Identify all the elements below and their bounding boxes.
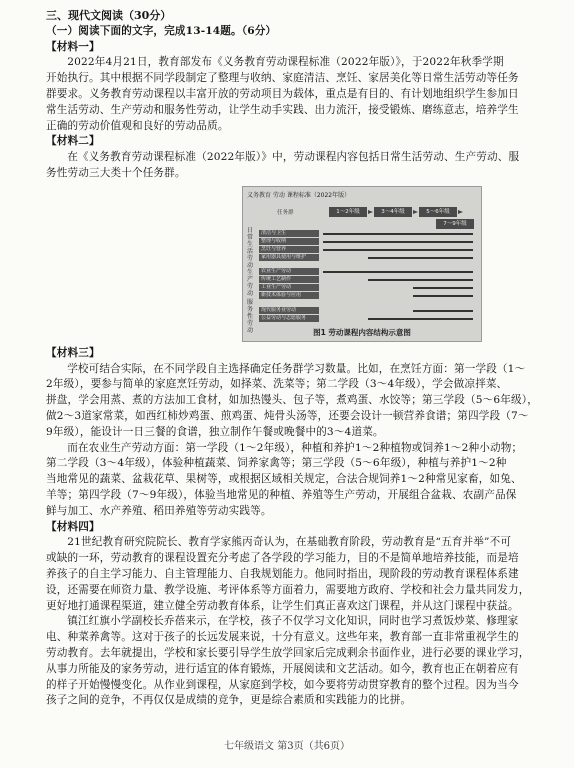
figure-header: 义务教育 劳动 课程标准（2022年版）	[247, 191, 351, 199]
task-label: 家用器具使用与维护	[259, 254, 319, 261]
material-3-line: 羊等；第四学段（7～9年级），体验当地常见的种植、养殖等生产劳动，开展组合盆栽、农副产品保	[46, 488, 517, 501]
task-label: 整理与收纳	[259, 238, 319, 245]
task-bar	[323, 249, 473, 251]
task-label: 现代服务业劳动	[259, 307, 319, 314]
category-label: 服务性劳动	[247, 298, 254, 334]
task-bar	[368, 257, 473, 259]
material-1-line: 群要求。义务教育劳动课程以丰富开放的劳动项目为载体，重点是有目的、有计划地组织学生参加日	[46, 87, 519, 100]
figure-caption: 图1 劳动课程内容结构示意图	[313, 327, 411, 337]
material-4-line: 更好地打通课程渠道，建立健全劳动教育体系，让学生们真正喜欢这门课程，并从这门课程中获益。	[46, 599, 519, 612]
material-3-line: 而在农业生产劳动方面：第一学段（1～2年级），种植和养护1～2种植物或饲养1～2种小动物；	[67, 441, 523, 454]
task-bar	[413, 295, 473, 297]
material-3-line: 第二学段（3～4年级），体验种植蔬菜、饲养家禽等；第三学段（5～6年级），种植与养护1～2种	[46, 457, 507, 470]
material-3-line: 鲜与加工、水产养殖、稻田养殖等劳动实践等。	[46, 504, 272, 517]
task-bar	[368, 318, 473, 320]
material-1-line: 开始执行。其中根据不同学段制定了整理与收纳、家庭清洁、烹饪、家居美化等日常生活劳动等任务	[46, 72, 519, 85]
task-bar	[413, 287, 473, 289]
material-3-line: 9年级），能设计一日三餐的食谱，独立制作午餐或晚餐中的3～4道菜。	[46, 425, 384, 438]
material-1-line: 2022年4月21日，教育部发布《义务教育劳动课程标准（2022年版）》，于2022年秋季学期	[67, 56, 504, 69]
grade-label: 3～4年级	[374, 207, 412, 217]
material-4-line: 从事力所能及的家务劳动，进行适宜的体育锻炼，开展阅读和文艺活动。如今，教育也正在朝着应有	[46, 662, 519, 675]
page-footer: 七年级语文 第3页（共6页）	[224, 741, 350, 752]
material-4-line: 镇江红旗小学副校长乔蓓来示，在学校，孩子不仅学习文化知识，同时也学习煮饭炒菜、修理家	[67, 615, 519, 628]
material-4-line: 的样子开始慢慢变化。从作业到课程，从家庭到学校，如今要将劳动贯穿教育的整个过程。因为当今	[46, 678, 519, 691]
material-2-line: 在《义务教育劳动课程标准（2022年版）》中，劳动课程内容包括日常生活劳动、生产劳动、服	[67, 151, 520, 164]
grade-label: 7～9年级	[436, 219, 474, 229]
material-1-line: 常生活劳动、生产劳动和服务性劳动，让学生动手实践、出力流汗，接受锻炼、磨练意志，培养学生	[46, 103, 519, 116]
material-4-line: 劳动教育。去年就提出，学校和家长要引导学生放学回家后完成剩余书面作业，进行必要的课业学习，	[46, 646, 530, 659]
material-4-line: 或缺的一环，劳动教育的课程设置充分考虑了各学段的学习能力，目的不是简单地培养技能，而是培	[46, 552, 519, 565]
task-label: 公益劳动与志愿服务	[259, 315, 319, 322]
material-4-line: 电、种菜养禽等。这对于孩子的长远发展来说，十分有意义。这些年来，教育部一直非常重视学生的	[46, 631, 519, 644]
material-3-line: 学校可结合实际，在不同学段自主选择确定任务群学习数量。比如，在烹饪方面：第一学段（1～	[67, 362, 526, 375]
grade-label: 1～2年级	[329, 207, 367, 217]
task-bar	[323, 233, 473, 235]
task-label: 烹饪与营养	[259, 246, 319, 253]
material-1-line: 正确的劳动价值观和良好的劳动品质。	[46, 119, 229, 132]
arrow-icon	[413, 210, 418, 214]
material-1-heading: 【材料一】	[46, 40, 100, 53]
task-label: 清洁与卫生	[259, 230, 319, 237]
section-subtitle: （一）阅读下面的文字，完成13-14题。（6分）	[46, 24, 277, 37]
page-content	[46, 8, 556, 709]
task-bar	[413, 310, 473, 312]
task-label: 传统工艺制作	[259, 276, 319, 283]
material-3-line: 2年级），要参与简单的家庭烹饪劳动，如择菜、洗菜等；第二学段（3～4年级），学会做凉拌菜、	[46, 378, 508, 391]
task-bar	[368, 279, 473, 281]
arrow-icon	[458, 210, 463, 214]
material-4-heading: 【材料四】	[46, 520, 100, 533]
task-bar	[323, 241, 473, 243]
material-3-line: 拼盘，学会用蒸、煮的方法加工食材，如加热馒头、包子等，煮鸡蛋、水饺等；第三学段（5～6年级），	[46, 394, 538, 407]
figure-column-head: 任务群	[277, 209, 294, 216]
grade-label: 5～6年级	[419, 207, 457, 217]
material-4-line: 设，还需要在师资力量、教学设施、考评体系等方面着力，需要地方政府、学校和社会力量共同发力，	[46, 583, 530, 596]
material-3-line: 当地常见的蔬菜、盆栽花草、果树等，或根据区域相关规定，合法合规饲养1～2种常见家畜，如兔、	[46, 473, 522, 486]
material-3-heading: 【材料三】	[46, 346, 100, 359]
material-2-heading: 【材料二】	[46, 135, 100, 148]
task-label: 工业生产劳动	[259, 284, 319, 291]
task-label: 新技术体验与应用	[259, 292, 319, 299]
section-title: 三、现代文阅读（30分）	[46, 9, 172, 22]
arrow-icon	[368, 210, 373, 214]
material-4-line: 21世纪教育研究院院长、教育学家熊丙奇认为，在基础教育阶段，劳动教育是“五育并举”不可	[67, 536, 512, 549]
material-4-line: 孩子之间的竞争，不再仅仅是成绩的竞争，更是综合素质和实践能力的比拼。	[46, 694, 412, 707]
task-bar	[323, 271, 473, 273]
material-3-line: 做2～3道家常菜，如西红柿炒鸡蛋、煎鸡蛋、炖骨头汤等，还要会设计一顿营养食谱；第四学段（7～	[46, 409, 529, 422]
category-label: 生产劳动	[247, 268, 254, 297]
material-4-line: 养孩子的自主学习能力、自主管理能力、自我规划能力。他同时指出，现阶段的劳动教育课程体系建	[46, 567, 519, 580]
task-label: 农业生产劳动	[259, 268, 319, 275]
curriculum-structure-figure	[242, 186, 482, 342]
material-2-line: 务性劳动三大类十个任务群。	[46, 166, 186, 179]
category-label: 日常生活劳动	[247, 226, 254, 269]
